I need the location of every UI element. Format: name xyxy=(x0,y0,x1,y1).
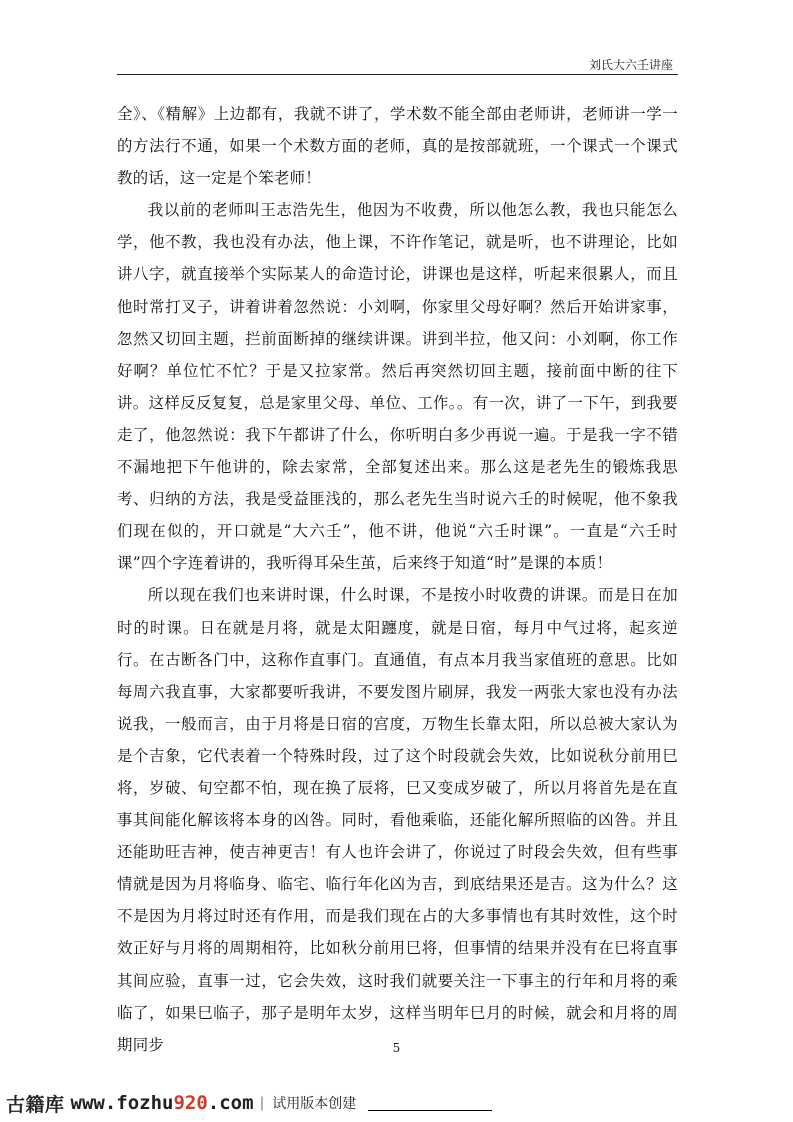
watermark-url-accent: 920 xyxy=(173,1092,208,1114)
paragraph-3: 所以现在我们也来讲时课，什么时课，不是按小时收费的讲课。而是日在加时的时课。日在就是月将，就是太阳躔度，就是日宿，每月中气过将，起亥逆行。在古断各门中，这称作直事门。直通值，有点本月我当家值班的意思。比如每周六我直事，大家都要听我讲，不要发图片刷屏，我发一两张大家也没有办法说我，一般而言，由于月将是日宿的宫度，万物生长靠太阳，所以总被大家认为是个吉象，它代表着一个特殊时段，过了这个时段就会失效，比如说秋分前用巳将，岁破、旬空都不怕，现在换了辰将，巳又变成岁破了，所以月将首先是在直事其间能化解该将本身的凶咎。同时，看他乘临，还能化解所照临的凶咎。并且还能助旺吉神，使吉神更吉！有人也许会讲了，你说过了时段会失效，但有些事情就是因为月将临身、临宅、临行年化凶为吉，到底结果还是吉。这为什么？这不是因为月将过时还有作用，而是我们现在占的大多事情也有其时效性，这个时效正好与月将的周期相符，比如秋分前用巳将，但事情的结果并没有在巳将直事其间应验，直事一过，它会失效，这时我们就要关注一下事主的行年和月将的乘临了，如果巳临子，那子是明年太岁，这样当明年巳月的时候，就会和月将的周期同步 xyxy=(117,586,678,1054)
page-number: 5 xyxy=(392,1041,401,1055)
watermark-brand: 古籍库 xyxy=(6,1093,65,1116)
watermark-url-start: www.fozhu xyxy=(70,1092,174,1114)
paragraph-1: 全》、《精解》上边都有，我就不讲了，学术数不能全部由老师讲，老师讲一学一的方法行不通，如果一个术数方面的老师，真的是按部就班，一个课式一个课式教的话，这一定是个笨老师！ xyxy=(117,105,678,188)
footer-watermark xyxy=(6,1088,492,1118)
running-header-title: 刘氏大六壬讲座 xyxy=(588,58,673,72)
paragraph-2: 我以前的老师叫王志浩先生，他因为不收费，所以他怎么教，我也只能怎么学，他不教，我也没有办法，他上课，不许作笔记，就是听，也不讲理论，比如讲八字，就直接举个实际某人的命造讨论，讲课也是这样，听起来很累人，而且他时常打叉子，讲着讲着忽然说：小刘啊，你家里父母好啊？然后开始讲家事，忽然又切回主题，拦前面断掉的继续讲课。讲到半拉，他又问：小刘啊，你工作好啊？单位忙不忙？于是又拉家常。然后再突然切回主题，接前面中断的往下讲。这样反反复复，总是家里父母、单位、工作。。有一次，讲了一下午，到我要走了，他忽然说：我下午都讲了什么，你听明白多少再说一遍。于是我一字不错不漏地把下午他讲的，除去家常，全部复述出来。那么这是老先生的锻炼我思考、归纳的方法，我是受益匪浅的，那么老先生当时说六壬的时候呢，他不象我们现在似的，开口就是“大六壬”，他不讲，他说“六壬时课”。一直是“六壬时课”四个字连着讲的，我听得耳朵生茧，后来终于知道“时”是课的本质！ xyxy=(117,201,678,573)
footer-separator: | xyxy=(259,1095,265,1111)
header-divider xyxy=(117,74,678,75)
watermark-url-end: .com xyxy=(207,1092,254,1114)
watermark-url xyxy=(71,1092,254,1114)
trial-underline xyxy=(368,1096,492,1111)
trial-version-note: 试用版本创建 xyxy=(272,1096,357,1112)
body-text xyxy=(117,98,678,1061)
